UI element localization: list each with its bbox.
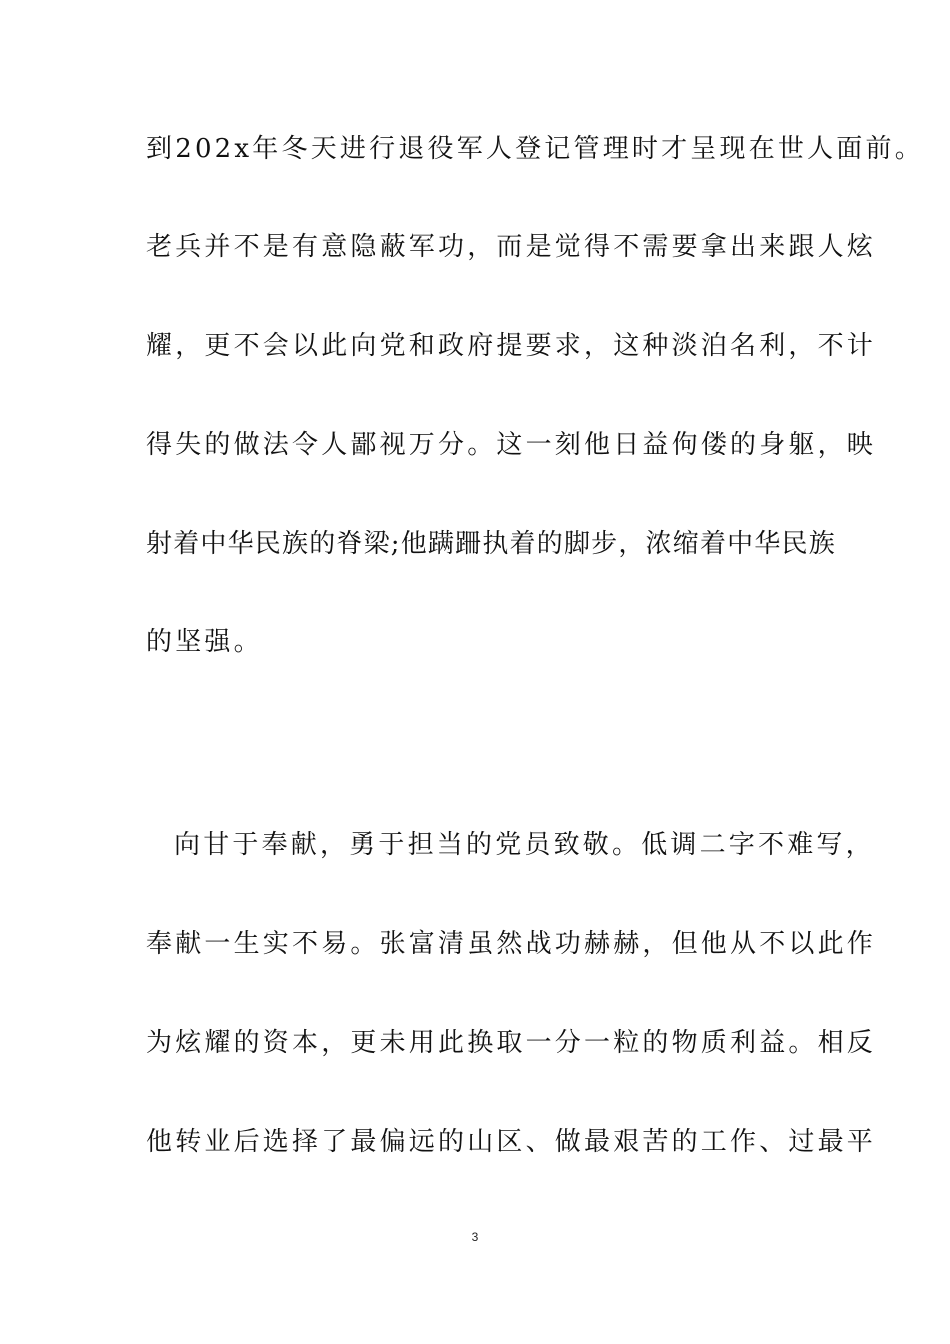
paragraph-1-line-2: 老兵并不是有意隐蔽军功，而是觉得不需要拿出来跟人炫	[146, 232, 877, 262]
paragraph-2-line-4: 他转业后选择了最偏远的山区、做最艰苦的工作、过最平	[146, 1127, 877, 1157]
paragraph-1-line-3: 耀，更不会以此向党和政府提要求，这种淡泊名利，不计	[146, 331, 877, 361]
paragraph-2-line-3: 为炫耀的资本，更未用此换取一分一粒的物质利益。相反	[146, 1028, 877, 1058]
paragraph-1-line-6: 的坚强。	[146, 627, 263, 657]
page-number: 3	[471, 1230, 479, 1244]
paragraph-1-line-4: 得失的做法令人鄙视万分。这一刻他日益佝偻的身躯，映	[146, 430, 877, 460]
paragraph-1-line-5: 射着中华民族的脊梁;他蹒跚执着的脚步，浓缩着中华民族	[146, 529, 836, 559]
paragraph-1-line-1: 到202x年冬天进行退役军人登记管理时才呈现在世人面前。	[146, 134, 924, 164]
paragraph-2-line-1: 向甘于奉献，勇于担当的党员致敬。低调二字不难写，	[174, 830, 875, 860]
paragraph-2-line-2: 奉献一生实不易。张富清虽然战功赫赫，但他从不以此作	[146, 929, 877, 959]
